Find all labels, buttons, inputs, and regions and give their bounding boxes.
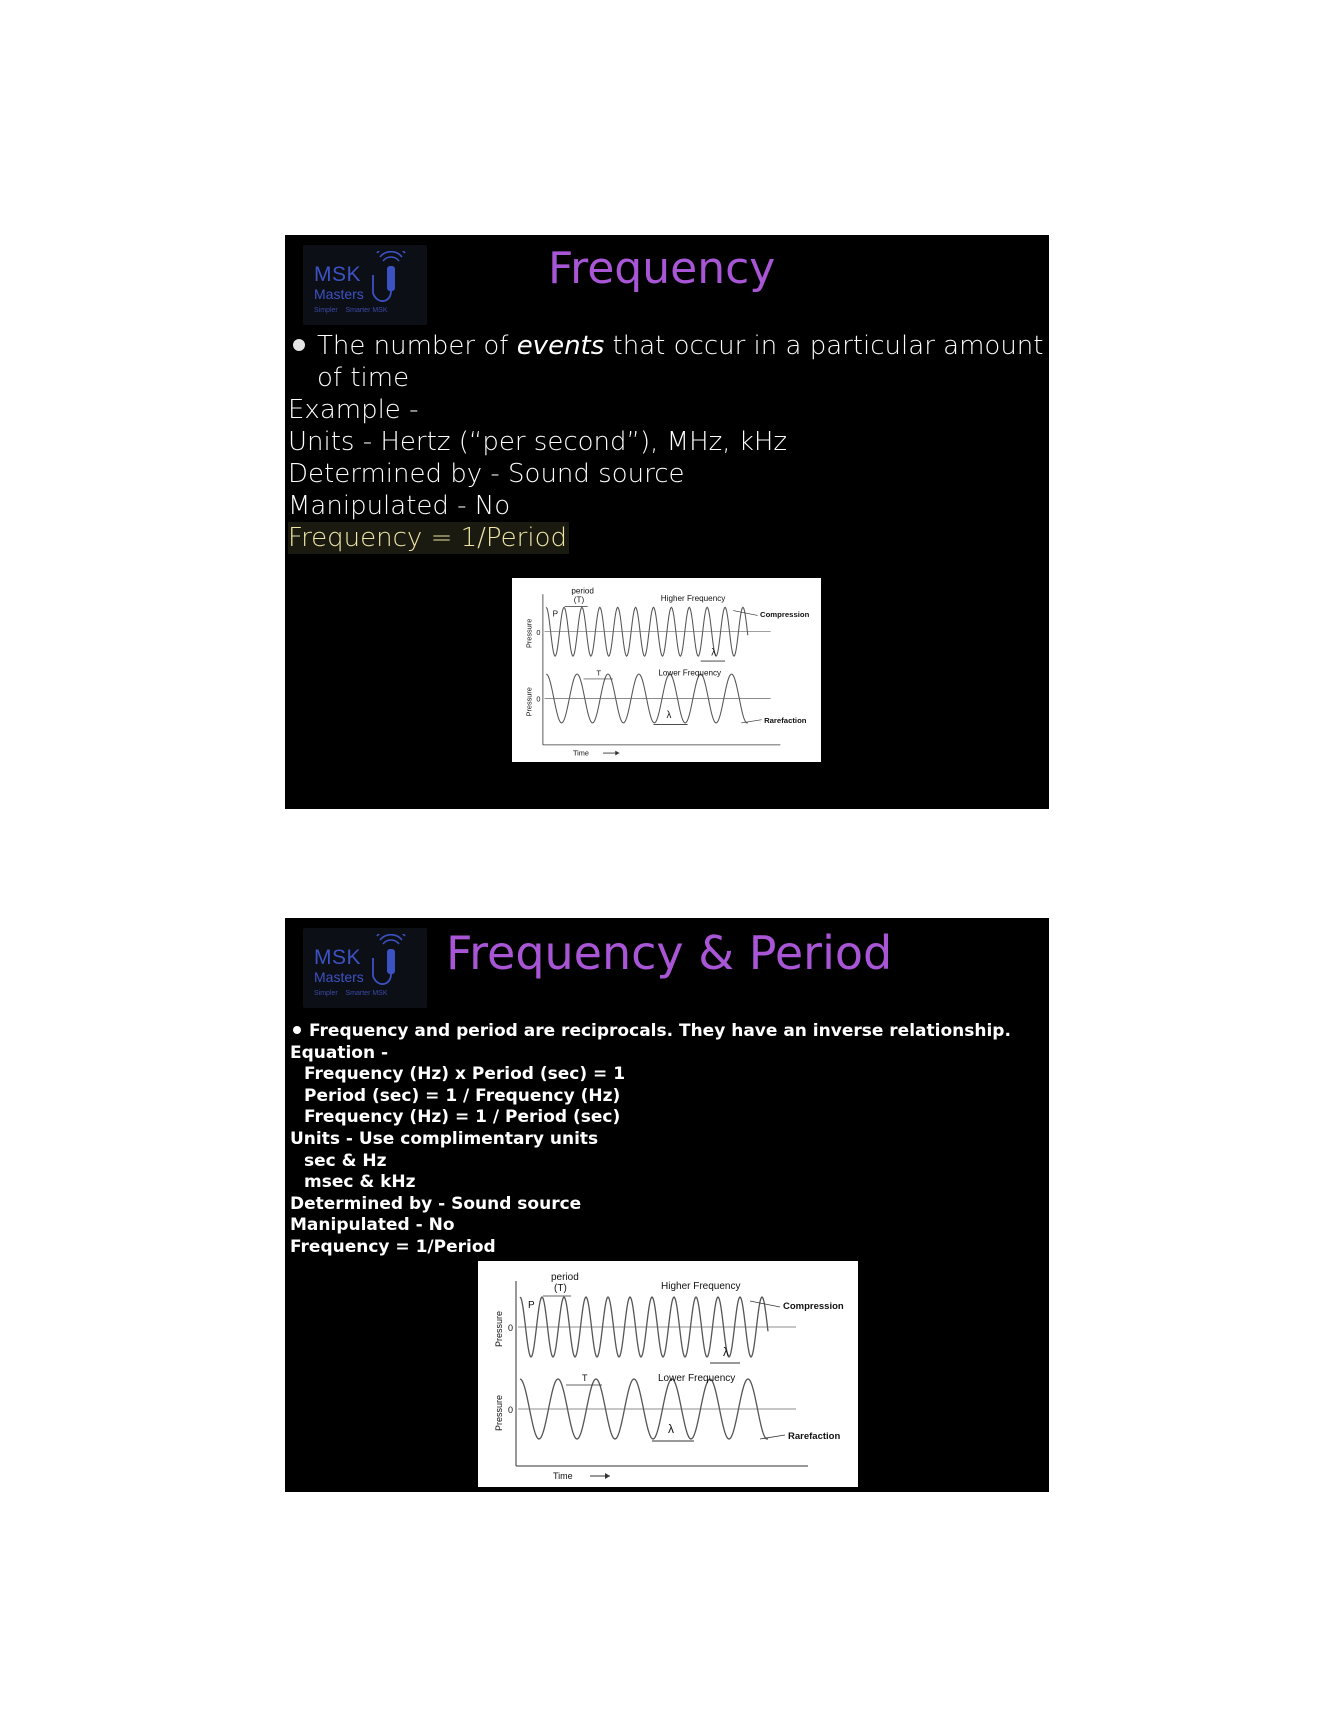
lower-frequency-label: Lower Frequency — [658, 1373, 736, 1384]
equation-line: Frequency (Hz) x Period (sec) = 1 — [304, 1064, 626, 1085]
zero-label: 0 — [508, 1323, 514, 1333]
zero-label-2: 0 — [508, 1405, 514, 1415]
bullet-dot-icon — [293, 339, 305, 351]
pressure-axis-label-2: Pressure — [524, 687, 534, 717]
bullet-item — [290, 1021, 1045, 1043]
slide-title: Frequency — [548, 243, 776, 294]
slide-body — [288, 330, 1048, 554]
units-heading: Units - Use complimentary units — [290, 1128, 599, 1149]
bullet-line — [317, 330, 1048, 362]
zero-label-2: 0 — [536, 694, 541, 704]
compression-label: Compression — [760, 610, 810, 620]
determined-by-line: Determined by - Sound source — [288, 459, 685, 489]
slide-frequency — [285, 235, 1049, 809]
period-label: period — [571, 586, 594, 596]
example-line: Example - — [288, 395, 419, 425]
t-label: T — [596, 668, 602, 678]
ultrasound-probe-icon — [369, 934, 409, 990]
period-label: period — [551, 1272, 579, 1283]
manipulated-line: Manipulated - No — [290, 1215, 455, 1236]
waveform-diagram — [512, 578, 821, 762]
p-label: P — [528, 1300, 535, 1311]
logo-msk-text: MSK — [314, 946, 362, 969]
bullet-dot-icon — [293, 1026, 301, 1034]
slide-body — [290, 1021, 1045, 1259]
bullet-emphasis: events — [516, 331, 605, 361]
period-symbol-label: (T) — [554, 1283, 567, 1294]
logo-masters-text: Masters — [314, 286, 364, 302]
bullet-continuation: of time — [317, 363, 410, 393]
logo-msk-text: MSK — [314, 263, 362, 286]
t-label: T — [582, 1373, 588, 1383]
zero-label: 0 — [536, 627, 541, 637]
logo-tagline: Simpler Smarter MSK — [314, 990, 388, 997]
highlighted-formula: Frequency = 1/Period — [288, 523, 568, 553]
pressure-axis-label-2: Pressure — [494, 1394, 504, 1431]
rarefaction-label: Rarefaction — [788, 1431, 841, 1442]
lambda-label-top: λ — [711, 647, 717, 659]
units-pair: msec & kHz — [304, 1172, 416, 1193]
higher-frequency-label: Higher Frequency — [661, 1281, 741, 1292]
lambda-label-bottom: λ — [666, 710, 672, 722]
equation-line: Frequency (Hz) = 1 / Period (sec) — [304, 1107, 621, 1128]
rarefaction-label: Rarefaction — [764, 715, 807, 725]
ultrasound-probe-icon — [369, 251, 409, 307]
time-axis-label: Time — [572, 748, 589, 758]
bullet-item — [288, 330, 1048, 394]
logo-tagline: Simpler Smarter MSK — [314, 307, 388, 314]
lambda-label-top: λ — [723, 1345, 729, 1359]
waveform-diagram — [478, 1261, 858, 1487]
lambda-label-bottom: λ — [668, 1422, 674, 1436]
bullet-text: Frequency and period are reciprocals. They have an inverse relationship. — [309, 1021, 1011, 1041]
period-symbol-label: (T) — [573, 595, 585, 605]
p-label: P — [552, 609, 559, 619]
formula-line: Frequency = 1/Period — [290, 1236, 496, 1257]
msk-masters-logo — [303, 245, 427, 325]
manipulated-line: Manipulated - No — [288, 491, 511, 521]
equation-heading: Equation - — [290, 1042, 389, 1063]
bullet-text: that occur in a particular amount — [604, 331, 1044, 361]
logo-masters-text: Masters — [314, 969, 364, 985]
units-line: Units - Hertz (“per second”), MHz, kHz — [288, 427, 788, 457]
lower-frequency-label: Lower Frequency — [658, 668, 722, 678]
determined-by-line: Determined by - Sound source — [290, 1193, 582, 1214]
msk-masters-logo — [303, 928, 427, 1008]
higher-frequency-label: Higher Frequency — [660, 593, 726, 603]
slide-title: Frequency & Period — [446, 926, 893, 980]
units-pair: sec & Hz — [304, 1150, 387, 1171]
bullet-text: The number of — [317, 331, 517, 361]
pressure-axis-label: Pressure — [524, 618, 534, 649]
slide-frequency-period — [285, 918, 1049, 1492]
pressure-axis-label: Pressure — [494, 1310, 504, 1347]
equation-line: Period (sec) = 1 / Frequency (Hz) — [304, 1085, 621, 1106]
time-axis-label: Time — [553, 1471, 573, 1481]
compression-label: Compression — [783, 1301, 844, 1312]
